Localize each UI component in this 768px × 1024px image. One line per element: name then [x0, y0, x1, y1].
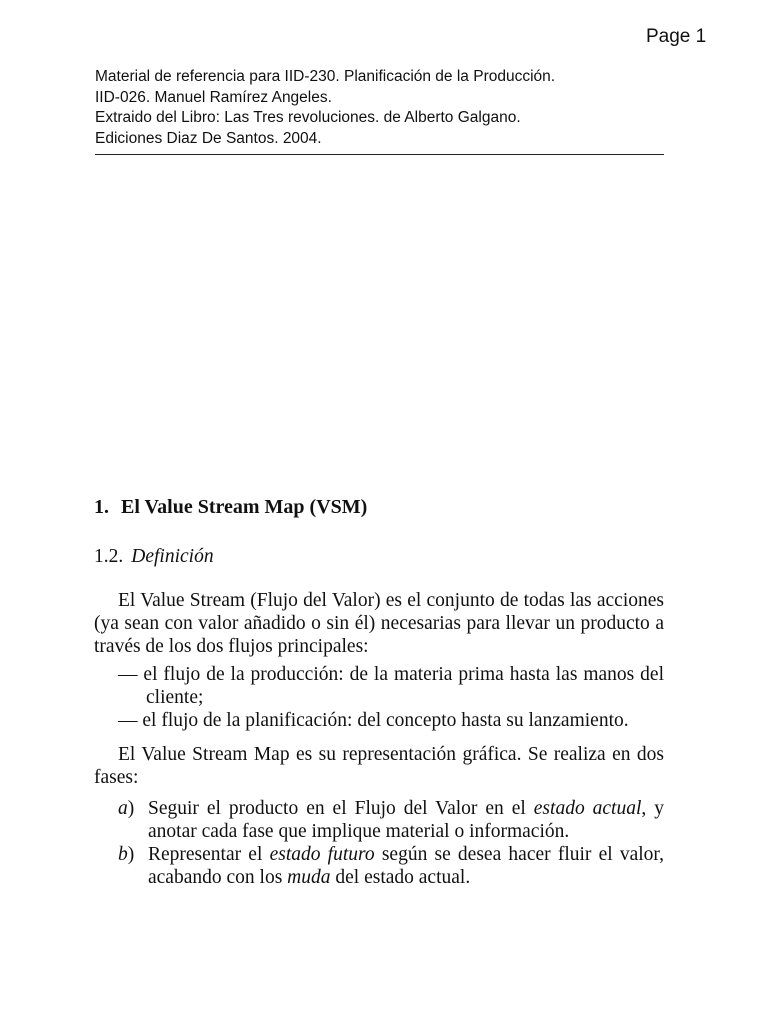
subsection-title: Definición: [131, 546, 214, 567]
list-item: b) Representar el estado futuro según se desea hacer fluir el valor, acabando con los muda del estado actual.: [118, 844, 664, 888]
subsection-number: 1.2.: [94, 546, 124, 567]
header-line: Extraido del Libro: Las Tres revoluciones. de Alberto Galgano.: [95, 109, 521, 126]
reference-header: [95, 67, 664, 155]
paragraph-definition: El Value Stream (Flujo del Valor) es el conjunto de todas las acciones (ya sean con valor añadido o sin él) necesarias para llevar un producto a través de los dos flujos principales:: [94, 590, 664, 657]
header-line: IID-026. Manuel Ramírez Angeles.: [95, 88, 332, 106]
header-line: Ediciones Diaz De Santos. 2004.: [95, 129, 322, 147]
section-title: El Value Stream Map (VSM): [121, 496, 368, 518]
list-marker: a): [118, 798, 135, 819]
header-line: Material de referencia para IID-230. Planificación de la Producción.: [95, 68, 556, 85]
paragraph-vsm: El Value Stream Map es su representación gráfica. Se realiza en dos fases:: [94, 744, 664, 788]
subsection-heading: [94, 545, 664, 568]
flows-list: [94, 663, 664, 732]
list-item: a) Seguir el producto en el Flujo del Valor en el estado actual, y anotar cada fase que implique material o información.: [118, 798, 664, 842]
list-item: — el flujo de la planificación: del concepto hasta su lanzamiento.: [118, 710, 629, 731]
document-body: [94, 496, 664, 889]
page-number: Page 1: [646, 26, 707, 47]
list-item: — el flujo de la producción: de la materia prima hasta las manos del cliente;: [118, 664, 664, 708]
section-number: 1.: [94, 496, 109, 518]
list-marker: b): [118, 844, 135, 865]
section-heading: [94, 496, 664, 519]
phases-list: [94, 797, 664, 889]
